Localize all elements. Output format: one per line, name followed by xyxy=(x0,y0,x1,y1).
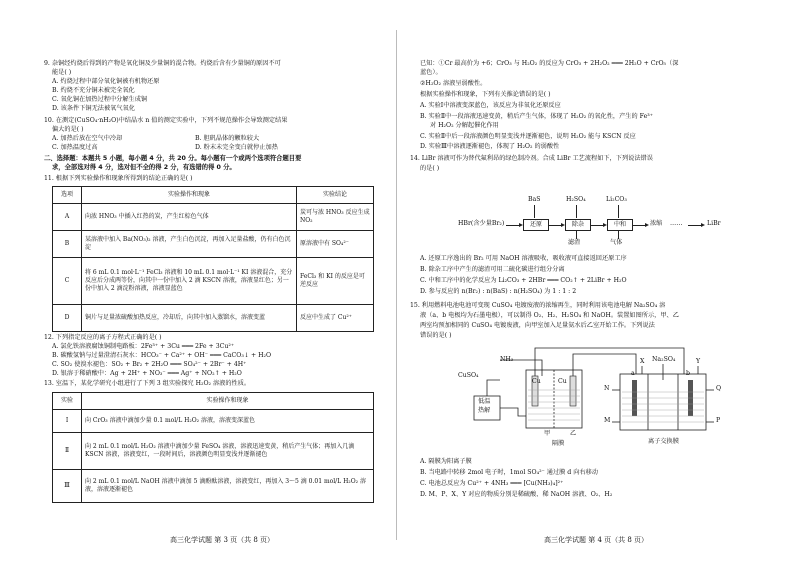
q9-stem-2: 能是( ) xyxy=(52,69,72,76)
label-low-temp: 低温 xyxy=(478,398,491,405)
table-row xyxy=(53,305,374,332)
flow-reagent-line xyxy=(618,205,619,218)
flow-arrowhead xyxy=(701,223,705,227)
table-row xyxy=(53,433,374,470)
q13-row-3-text: 向 2 mL 0.1 mol/L NaOH 溶液中滴加 5 滴酚酞溶液，溶液变红，再加入 3～5 滴 0.01 mol/L H₂O₂ 溶液，溶液逐渐褪色 xyxy=(82,470,374,503)
q13-header-experiment: 实验 xyxy=(53,393,82,410)
flow-output-line xyxy=(576,231,577,239)
q13-header-operation: 实验操作和现象 xyxy=(82,393,374,410)
label-na2so4: Na₂SO₄ xyxy=(652,356,676,363)
q9-stem-1: 9. 杂铜经灼烧后得到的产物是氧化铜及少量铜的混合物。灼烧后含有少量铜的原因不可 xyxy=(44,60,281,67)
flow-arrowhead xyxy=(645,223,649,227)
info-line-2: 蓝色）。 xyxy=(420,69,442,76)
section2-line2: 求，全部选对得 4 分，选对但不全的得 2 分，有选错的得 0 分。 xyxy=(52,164,236,171)
q11-header-option: 选项 xyxy=(53,187,82,204)
q11-row-c-conclusion: FeCl₃ 和 KI 的反应是可逆反应 xyxy=(297,258,374,305)
table-row xyxy=(53,470,374,503)
q11-stem: 11. 根据下列实验操作和现象所得到的结论正确的是( ) xyxy=(44,175,193,182)
flow-end: LiBr xyxy=(707,220,721,227)
label-cuso4: CuSO₄ xyxy=(458,372,479,379)
q14-stem-1: 14. LiBr 溶液可作为替代氟利昂的绿色制冷剂。合成 LiBr 工艺流程如下，下列说法错误 xyxy=(410,155,653,162)
flow-output-gas: 气体 xyxy=(610,239,623,246)
q11-row-d-option: D xyxy=(53,305,82,332)
flow-arrow xyxy=(590,225,604,226)
q11-row-c-option: C xyxy=(53,258,82,305)
q13-row-1-text: 向 CrO₃ 溶液中滴加少量 0.1 mol/L H₂O₂ 溶液，溶液变深蓝色 xyxy=(82,410,374,433)
q13-row-1-no: Ⅰ xyxy=(53,410,82,433)
q13-row-2-text: 向 2 mL 0.1 mol/L H₂O₂ 溶液中滴加少量 FeSO₄ 溶液，溶液迅速变黄，稍后产生气体；再加入几滴 KSCN 溶液，溶液变红，一段时间后，溶液颜色明显变浅并逐渐褪色 xyxy=(82,433,374,470)
q12-option-b: B. 碳酸氢钠与过量澄清石灰水：HCO₃⁻ + Ca²⁺ + OH⁻ ═══ CaCO₃↓ + H₂O xyxy=(52,352,272,359)
label-y: Y xyxy=(696,358,701,365)
q12-option-a: A. 氯化铁溶液腐蚀铜制电路板：2Fe³⁺ + 3Cu ═══ 2Fe + 3Cu²⁺ xyxy=(52,343,235,350)
label-x: X xyxy=(640,358,645,365)
table-row xyxy=(53,258,374,305)
q13-row-3-no: Ⅲ xyxy=(53,470,82,503)
info-line-3: ②H₂O₂ 溶液呈弱酸性。 xyxy=(420,80,487,87)
q10-option-b: B. 胆矾晶体的颗粒较大 xyxy=(195,135,260,142)
q15-option-b: B. 当电路中转移 2mol 电子时，1mol SO₄²⁻ 通过膜 d 向右移动 xyxy=(420,469,598,476)
flow-step-neutralization: 中和 xyxy=(607,219,633,231)
q13-option-b-2: 对 H₂O₂ 分解起催化作用 xyxy=(430,122,499,129)
q14-option-a: A. 还原工序逸出的 Br₂ 可用 NaOH 溶液吸收，吸收液可直接返回还原工序 xyxy=(420,255,627,262)
label-jia: 甲 xyxy=(544,430,551,437)
label-cu-left: Cu xyxy=(532,378,541,385)
q11-row-d-conclusion: 反应中生成了 Cu²⁺ xyxy=(297,305,374,332)
cu-electrode-right xyxy=(570,376,576,406)
q10-stem-2: 偏大的是( ) xyxy=(52,126,84,133)
flow-reagent-line xyxy=(576,205,577,218)
flow-arrow xyxy=(506,225,520,226)
right-page xyxy=(398,0,794,562)
flow-arrow xyxy=(688,225,702,226)
q11-header-row xyxy=(53,187,374,204)
q15-stem-3: 两室均预加相同的 CuSO₄ 电镀废液，向甲室加入足量氨水后乙室开始工作。下列说法 xyxy=(420,322,655,329)
q14-stem-2: 的是( ) xyxy=(420,165,440,172)
label-nh3: NH₃ xyxy=(500,356,514,363)
page-divider xyxy=(396,30,397,540)
q11-row-c-operation: 将 6 mL 0.1 mol·L⁻¹ FeCl₃ 溶液和 10 mL 0.1 mol·L⁻¹ KI 溶液混合，充分反应后分成两等份，向其中一份中加入 2 滴 KSCN 溶液，溶液显红色；另一份中加入 2 滴淀粉溶液，溶液显蓝色 xyxy=(82,258,297,305)
section2-line1: 二、选择题：本题共 5 小题，每小题 4 分，共 20 分。每小题有一个或两个选项符合题目要 xyxy=(44,155,302,162)
flow-arrow xyxy=(632,225,646,226)
q10-option-a: A. 加热后放在空气中冷却 xyxy=(52,135,123,142)
q9-option-d: D. 该条件下铜无法被氧气氧化 xyxy=(52,105,135,112)
q11-row-a-option: A xyxy=(53,204,82,231)
q13-stem: 13. 室温下，某化学研究小组进行了下列 3 组实验探究 H₂O₂ 溶液的性质。 xyxy=(44,380,251,387)
flow-reagent-li2co3: Li₂CO₃ xyxy=(606,196,627,203)
q11-header-conclusion: 实验结论 xyxy=(297,187,374,204)
q10-option-d: D. 粉末未完全变白就停止加热 xyxy=(195,144,278,151)
q13-header-row xyxy=(53,393,374,410)
label-yi: 乙 xyxy=(570,430,577,437)
cuso4-pipe xyxy=(487,380,500,396)
q15-stem-4: 错误的是( ) xyxy=(420,332,452,339)
q15-stem-2: 液（a、b 电极均为石墨电极），可以制得 O₂、H₂、H₂SO₄ 和 NaOH。装置如图所示，甲、乙 xyxy=(420,312,679,319)
q12-stem: 12. 下列指定反应的离子方程式正确的是( ) xyxy=(44,334,162,341)
label-p: P xyxy=(716,417,721,424)
table-row xyxy=(53,410,374,433)
label-q: Q xyxy=(716,385,722,392)
label-cu-right: Cu xyxy=(558,378,567,385)
q13-table xyxy=(52,392,374,503)
right-page-footer: 高三化学试题 第 4 页（共 8 页） xyxy=(544,536,649,544)
q15-stem-1: 15. 利用燃料电池电池可变现 CuSO₄ 电镀废液的浓缩再生，同时利用该电池电解 Na₂SO₄ 溶 xyxy=(410,302,666,309)
left-page xyxy=(0,0,396,562)
flow-step-reduction: 还原 xyxy=(523,219,549,231)
q15-option-a: A. 隔膜为阳离子膜 xyxy=(420,458,472,465)
flow-reagent-line xyxy=(534,205,535,218)
q13-option-c: C. 实验Ⅱ中后一段溶液颜色明显变浅并逐渐褪色，说明 H₂O₂ 能与 KSCN 反应 xyxy=(420,133,636,140)
label-ion-exchange: 离子交换膜 xyxy=(648,438,679,445)
q11-row-a-conclusion: 炭可与浓 HNO₃ 反应生成 NO₂ xyxy=(297,204,374,231)
q10-stem-1: 10. 在测定(CuSO₄·nH₂O)中结晶水 n 值的测定实验中，下列不规范操作会导致测定结果 xyxy=(44,117,288,124)
q11-row-d-operation: 铜片与足量浓硫酸加热反应，冷却后，向其中加入蒸馏水，溶液变蓝 xyxy=(82,305,297,332)
q13-option-a: A. 实验Ⅰ中溶液变深蓝色，该反应为非氧化还原反应 xyxy=(420,102,561,109)
flow-output-residue: 滤渣 xyxy=(568,239,581,246)
q14-option-b: B. 除杂工序中产生的滤渣可用二硫化碳进行组分分离 xyxy=(420,266,565,273)
q13-option-d: D. 实验Ⅲ中溶液逐渐褪色，体现了 H₂O₂ 的弱酸性 xyxy=(420,143,560,150)
flow-step-concentration: 浓缩 xyxy=(650,220,663,227)
label-a: a xyxy=(631,370,635,377)
info-line-4: 根据实验操作和现象，下列有关推论错误的是( ) xyxy=(420,91,551,98)
q11-header-operation: 实验操作和现象 xyxy=(82,187,297,204)
q15-option-c: C. 电池总反应为 Cu²⁺ + 4NH₃ ═══ [Cu(NH₃)₄]²⁺ xyxy=(420,480,564,487)
flow-arrow xyxy=(548,225,562,226)
flow-start: HBr(含少量Br₂) xyxy=(458,220,505,227)
q11-row-b-option: B xyxy=(53,231,82,258)
table-row xyxy=(53,204,374,231)
label-b: b xyxy=(686,370,690,377)
q9-option-c: C. 氧化铜在加热过程中分解生成铜 xyxy=(52,96,148,103)
label-n: N xyxy=(604,385,610,392)
flow-dots: …… xyxy=(670,220,683,227)
flow-reagent-bas: BaS xyxy=(528,196,541,203)
label-m: M xyxy=(604,417,611,424)
q14-option-c: C. 中和工序中的化学反应为 Li₂CO₃ + 2HBr ═══ CO₂↑ + 2LiBr + H₂O xyxy=(420,277,627,284)
info-line-1: 已知：①Cr 最高价为 +6；CrO₃ 与 H₂O₂ 的反应为 CrO₃ + 2H₂O₂ ═══ 2H₂O + CrO₅（深 xyxy=(420,60,679,67)
wire-inner xyxy=(573,354,636,376)
q11-row-a-operation: 向浓 HNO₃ 中插入红热的炭，产生红棕色气体 xyxy=(82,204,297,231)
q15-option-d: D. M、P、X、Y 对应的物质分别是稀硫酸、稀 NaOH 溶液、O₂、H₂ xyxy=(420,491,613,498)
label-membrane: 隔膜 xyxy=(552,440,565,447)
q12-option-d: D. 银溶于稀硝酸中：Ag + 2H⁺ + NO₃⁻ ═══ Ag⁺ + NO₂↑ + H₂O xyxy=(52,370,242,377)
q13-row-2-no: Ⅱ xyxy=(53,433,82,470)
table-row xyxy=(53,231,374,258)
q11-row-b-conclusion: 原溶液中有 SO₄²⁻ xyxy=(297,231,374,258)
pyrolysis-pipe xyxy=(500,408,526,416)
label-pyrolysis: 热解 xyxy=(478,407,491,414)
q14-option-d: D. 参与反应的 n(Br₂) : n(BaS) : n(H₂SO₄) 为 1 : 1 : 2 xyxy=(420,288,577,295)
left-page-footer: 高三化学试题 第 3 页（共 8 页） xyxy=(170,536,275,544)
q10-option-c: C. 加热温度过高 xyxy=(52,144,98,151)
q13-option-b-1: B. 实验Ⅱ中一段溶液迅速变黄，稍后产生气体，体现了 H₂O₂ 的氧化性，产生的 Fe³⁺ xyxy=(420,113,654,120)
q12-option-c: C. SO₂ 使溴水褪色：SO₂ + Br₂ + 2H₂O ═══ SO₄²⁻ + 2Br⁻ + 4H⁺ xyxy=(52,361,247,368)
flow-reagent-h2so4: H₂SO₄ xyxy=(566,196,586,203)
q9-option-a: A. 灼烧过程中部分氧化铜被有机物还原 xyxy=(52,78,160,85)
flow-step-impurity-removal: 除杂 xyxy=(565,219,591,231)
q11-row-b-operation: 某溶液中加入 Ba(NO₃)₂ 溶液，产生白色沉淀，再加入足量盐酸，仍有白色沉淀 xyxy=(82,231,297,258)
q11-table xyxy=(52,186,374,332)
flow-output-line xyxy=(618,231,619,239)
q9-option-b: B. 灼烧不充分铜未被完全氧化 xyxy=(52,87,135,94)
